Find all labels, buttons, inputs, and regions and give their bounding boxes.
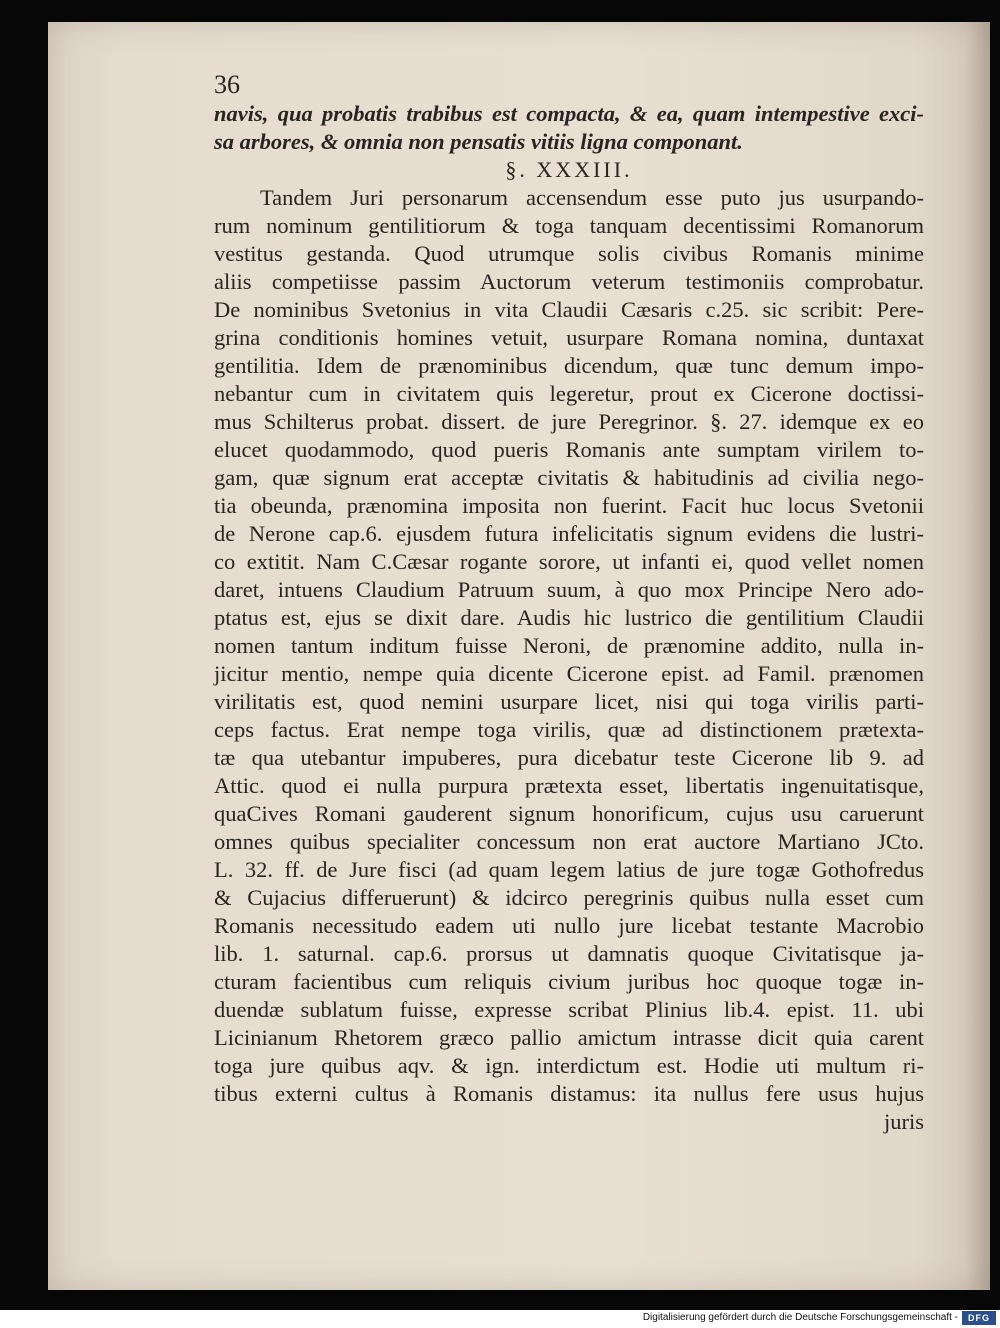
text-line: ptatus est, ejus se dixit dare. Audis hic lustrico die gentilitium Claudii: [214, 605, 924, 630]
page-number: 36: [214, 70, 240, 99]
text-line: Attic. quod ei nulla purpura prætexta esset, libertatis ingenuitatisque,: [214, 773, 924, 798]
text-line: L. 32. ff. de Jure fisci (ad quam legem latius de jure togæ Gothofredus: [214, 857, 924, 882]
text-line: quaCives Romani gauderent signum honorificum, cujus usu caruerunt: [214, 801, 924, 826]
text-line: duendæ sublatum fuisse, expresse scribat Plinius lib.4. epist. 11. ubi: [214, 997, 924, 1022]
text-line: sa arbores, & omnia non pensatis vitiis ligna componant.: [214, 129, 743, 154]
text-lines: [214, 100, 924, 1108]
dfg-logo: DFG: [962, 1311, 996, 1325]
text-line: co extitit. Nam C.Cæsar rogante sorore, ut infanti ei, quod vellet nomen: [214, 549, 924, 574]
text-line: lib. 1. saturnal. cap.6. prorsus ut damnatis quoque Civitatisque ja-: [214, 941, 924, 966]
text-line: daret, intuens Claudium Patruum suum, à quo mox Principe Nero ado-: [214, 577, 924, 602]
text-line: rum nominum gentilitiorum & toga tanquam decentissimi Romanorum: [214, 213, 924, 238]
text-line: tia obeunda, prænomina imposita non fuerint. Facit huc locus Svetonii: [214, 493, 924, 518]
text-line: ceps factus. Erat nempe toga virilis, quæ ad distinctionem prætexta-: [214, 717, 924, 742]
text-line: gentilitia. Idem de prænominibus dicendum, quæ tunc demum impo-: [214, 353, 924, 378]
text-line: Romanis necessitudo eadem uti nullo jure licebat testante Macrobio: [214, 913, 924, 938]
text-line: tæ qua utebantur impuberes, pura dicebatur teste Cicerone lib 9. ad: [214, 745, 924, 770]
text-line: jicitur mentio, nempe quia dicente Cicerone epist. ad Famil. prænomen: [214, 661, 924, 686]
text-line: elucet quodammodo, quod pueris Romanis ante sumptam virilem to-: [214, 437, 924, 462]
text-line: de Nerone cap.6. ejusdem futura infelicitatis signum evidens die lustri-: [214, 521, 924, 546]
text-line: navis, qua probatis trabibus est compacta, & ea, quam intempestive exci-: [214, 101, 924, 126]
text-line: §. XXXIII.: [505, 157, 633, 182]
text-line: nebantur cum in civitatem quis legeretur, prout ex Cicerone doctissi-: [214, 381, 924, 406]
text-line: tibus externi cultus à Romanis distamus: ita nullus fere usus hujus: [214, 1081, 924, 1106]
text-line: Tandem Juri personarum accensendum esse puto jus usurpando-: [260, 185, 924, 210]
footer-credit: Digitalisierung gefördert durch die Deutsche Forschungsgemeinschaft -: [642, 1312, 958, 1323]
text-line: omnes quibus specialiter concessum non erat auctore Martiano JCto.: [214, 829, 924, 854]
text-line: virilitatis est, quod nemini usurpare licet, nisi qui toga virilis parti-: [214, 689, 924, 714]
document-page: [48, 22, 990, 1290]
text-line: nomen tantum inditum fuisse Neroni, de prænomine addito, nulla in-: [214, 633, 924, 658]
text-line: grina conditionis homines vetuit, usurpare Romana nomina, duntaxat: [214, 325, 924, 350]
text-line: toga jure quibus aqv. & ign. interdictum est. Hodie uti multum ri-: [214, 1053, 924, 1078]
text-block: [214, 70, 924, 1136]
text-line: gam, quæ signum erat acceptæ civitatis & habitudinis ad civilia nego-: [214, 465, 924, 490]
text-line: aliis competiisse passim Auctorum veterum testimoniis comprobatur.: [214, 269, 924, 294]
text-line: vestitus gestanda. Quod utrumque solis civibus Romanis minime: [214, 241, 924, 266]
text-line: cturam facientibus cum reliquis civium juribus hoc quoque togæ in-: [214, 969, 924, 994]
text-line: & Cujacius differuerunt) & idcirco peregrinis quibus nulla esset cum: [214, 885, 924, 910]
catchword: juris: [883, 1109, 924, 1134]
text-line: mus Schilterus probat. dissert. de jure Peregrinor. §. 27. idemque ex eo: [214, 409, 924, 434]
text-line: Licinianum Rhetorem græco pallio amictum intrasse dicit quia carent: [214, 1025, 924, 1050]
page-edge-shadow: [964, 22, 990, 1290]
text-line: De nominibus Svetonius in vita Claudii Cæsaris c.25. sic scribit: Pere-: [214, 297, 924, 322]
